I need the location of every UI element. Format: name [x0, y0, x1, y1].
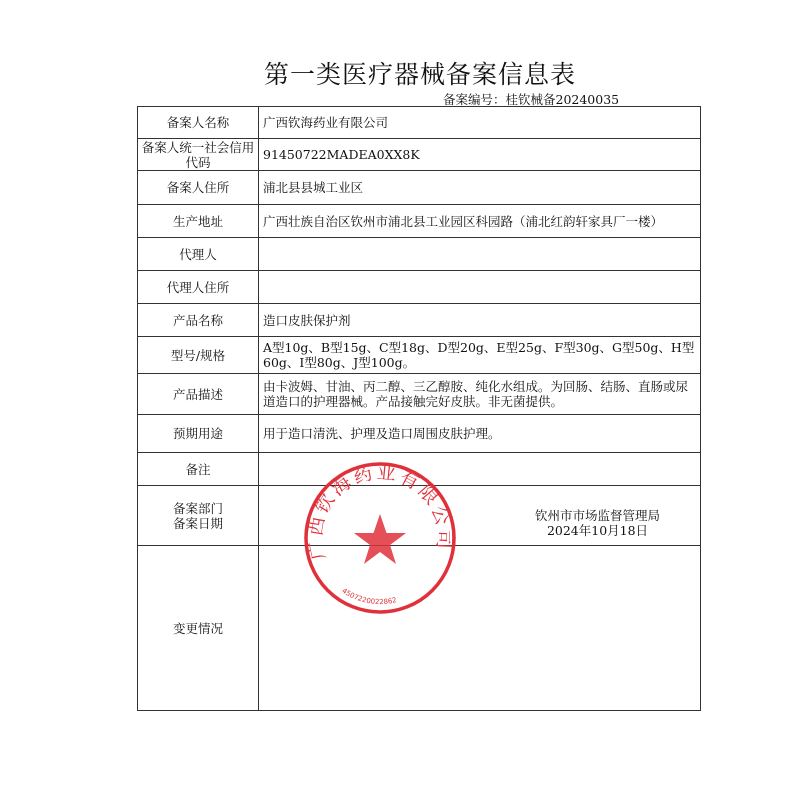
authority-name: 钦州市市场监督管理局 [534, 507, 660, 523]
row-label: 备注 [138, 453, 259, 486]
row-value: A型10g、B型15g、C型18g、D型20g、E型25g、F型30g、G型50g、H型60g、I型80g、J型100g。 [259, 337, 701, 374]
table-row [138, 546, 701, 711]
filing-date: 2024年10月18日 [546, 522, 649, 538]
row-label: 产品描述 [138, 374, 259, 415]
row-value [259, 271, 701, 304]
row-label: 代理人住所 [138, 271, 259, 304]
row-value [259, 238, 701, 271]
row-value: 用于造口清洗、护理及造口周围皮肤护理。 [259, 415, 701, 453]
row-value: 由卡波姆、甘油、丙二醇、三乙醇胺、纯化水组成。为回肠、结肠、直肠或尿道造口的护理器械。产品接触完好皮肤。非无菌提供。 [259, 374, 701, 415]
table-row [138, 139, 701, 171]
row-label: 备案人统一社会信用代码 [138, 139, 259, 171]
table-row [138, 374, 701, 415]
info-table [137, 106, 701, 711]
row-label: 备案人名称 [138, 107, 259, 139]
page-title: 第一类医疗器械备案信息表 [263, 60, 576, 89]
row-value: 造口皮肤保护剂 [259, 304, 701, 337]
table-row [138, 205, 701, 238]
row-label: 备案部门 备案日期 [138, 486, 259, 546]
row-label: 型号/规格 [138, 337, 259, 374]
row-label: 生产地址 [138, 205, 259, 238]
row-label: 备案人住所 [138, 171, 259, 205]
row-value: 浦北县县城工业区 [259, 171, 701, 205]
row-label: 代理人 [138, 238, 259, 271]
table-row [138, 171, 701, 205]
row-value [259, 486, 701, 546]
seal-text: 广西钦海药业有限公司 [304, 461, 456, 562]
table-row [138, 453, 701, 486]
row-label: 产品名称 [138, 304, 259, 337]
row-value [259, 453, 701, 486]
row-label: 预期用途 [138, 415, 259, 453]
row-value [259, 546, 701, 711]
table-row [138, 337, 701, 374]
row-value: 广西壮族自治区钦州市浦北县工业园区科园路（浦北红韵轩家具厂一楼） [259, 205, 701, 238]
row-value: 广西钦海药业有限公司 [259, 107, 701, 139]
table-row [138, 486, 701, 546]
row-label: 变更情况 [138, 546, 259, 711]
seal-number: 4507220022862 [340, 586, 398, 607]
table-row [138, 107, 701, 139]
table-row [138, 415, 701, 453]
table-row [138, 304, 701, 337]
filing-number: 备案编号：桂钦械备20240035 [443, 92, 620, 107]
table-row [138, 238, 701, 271]
table-row [138, 271, 701, 304]
row-value: 91450722MADEA0XX8K [259, 139, 701, 171]
